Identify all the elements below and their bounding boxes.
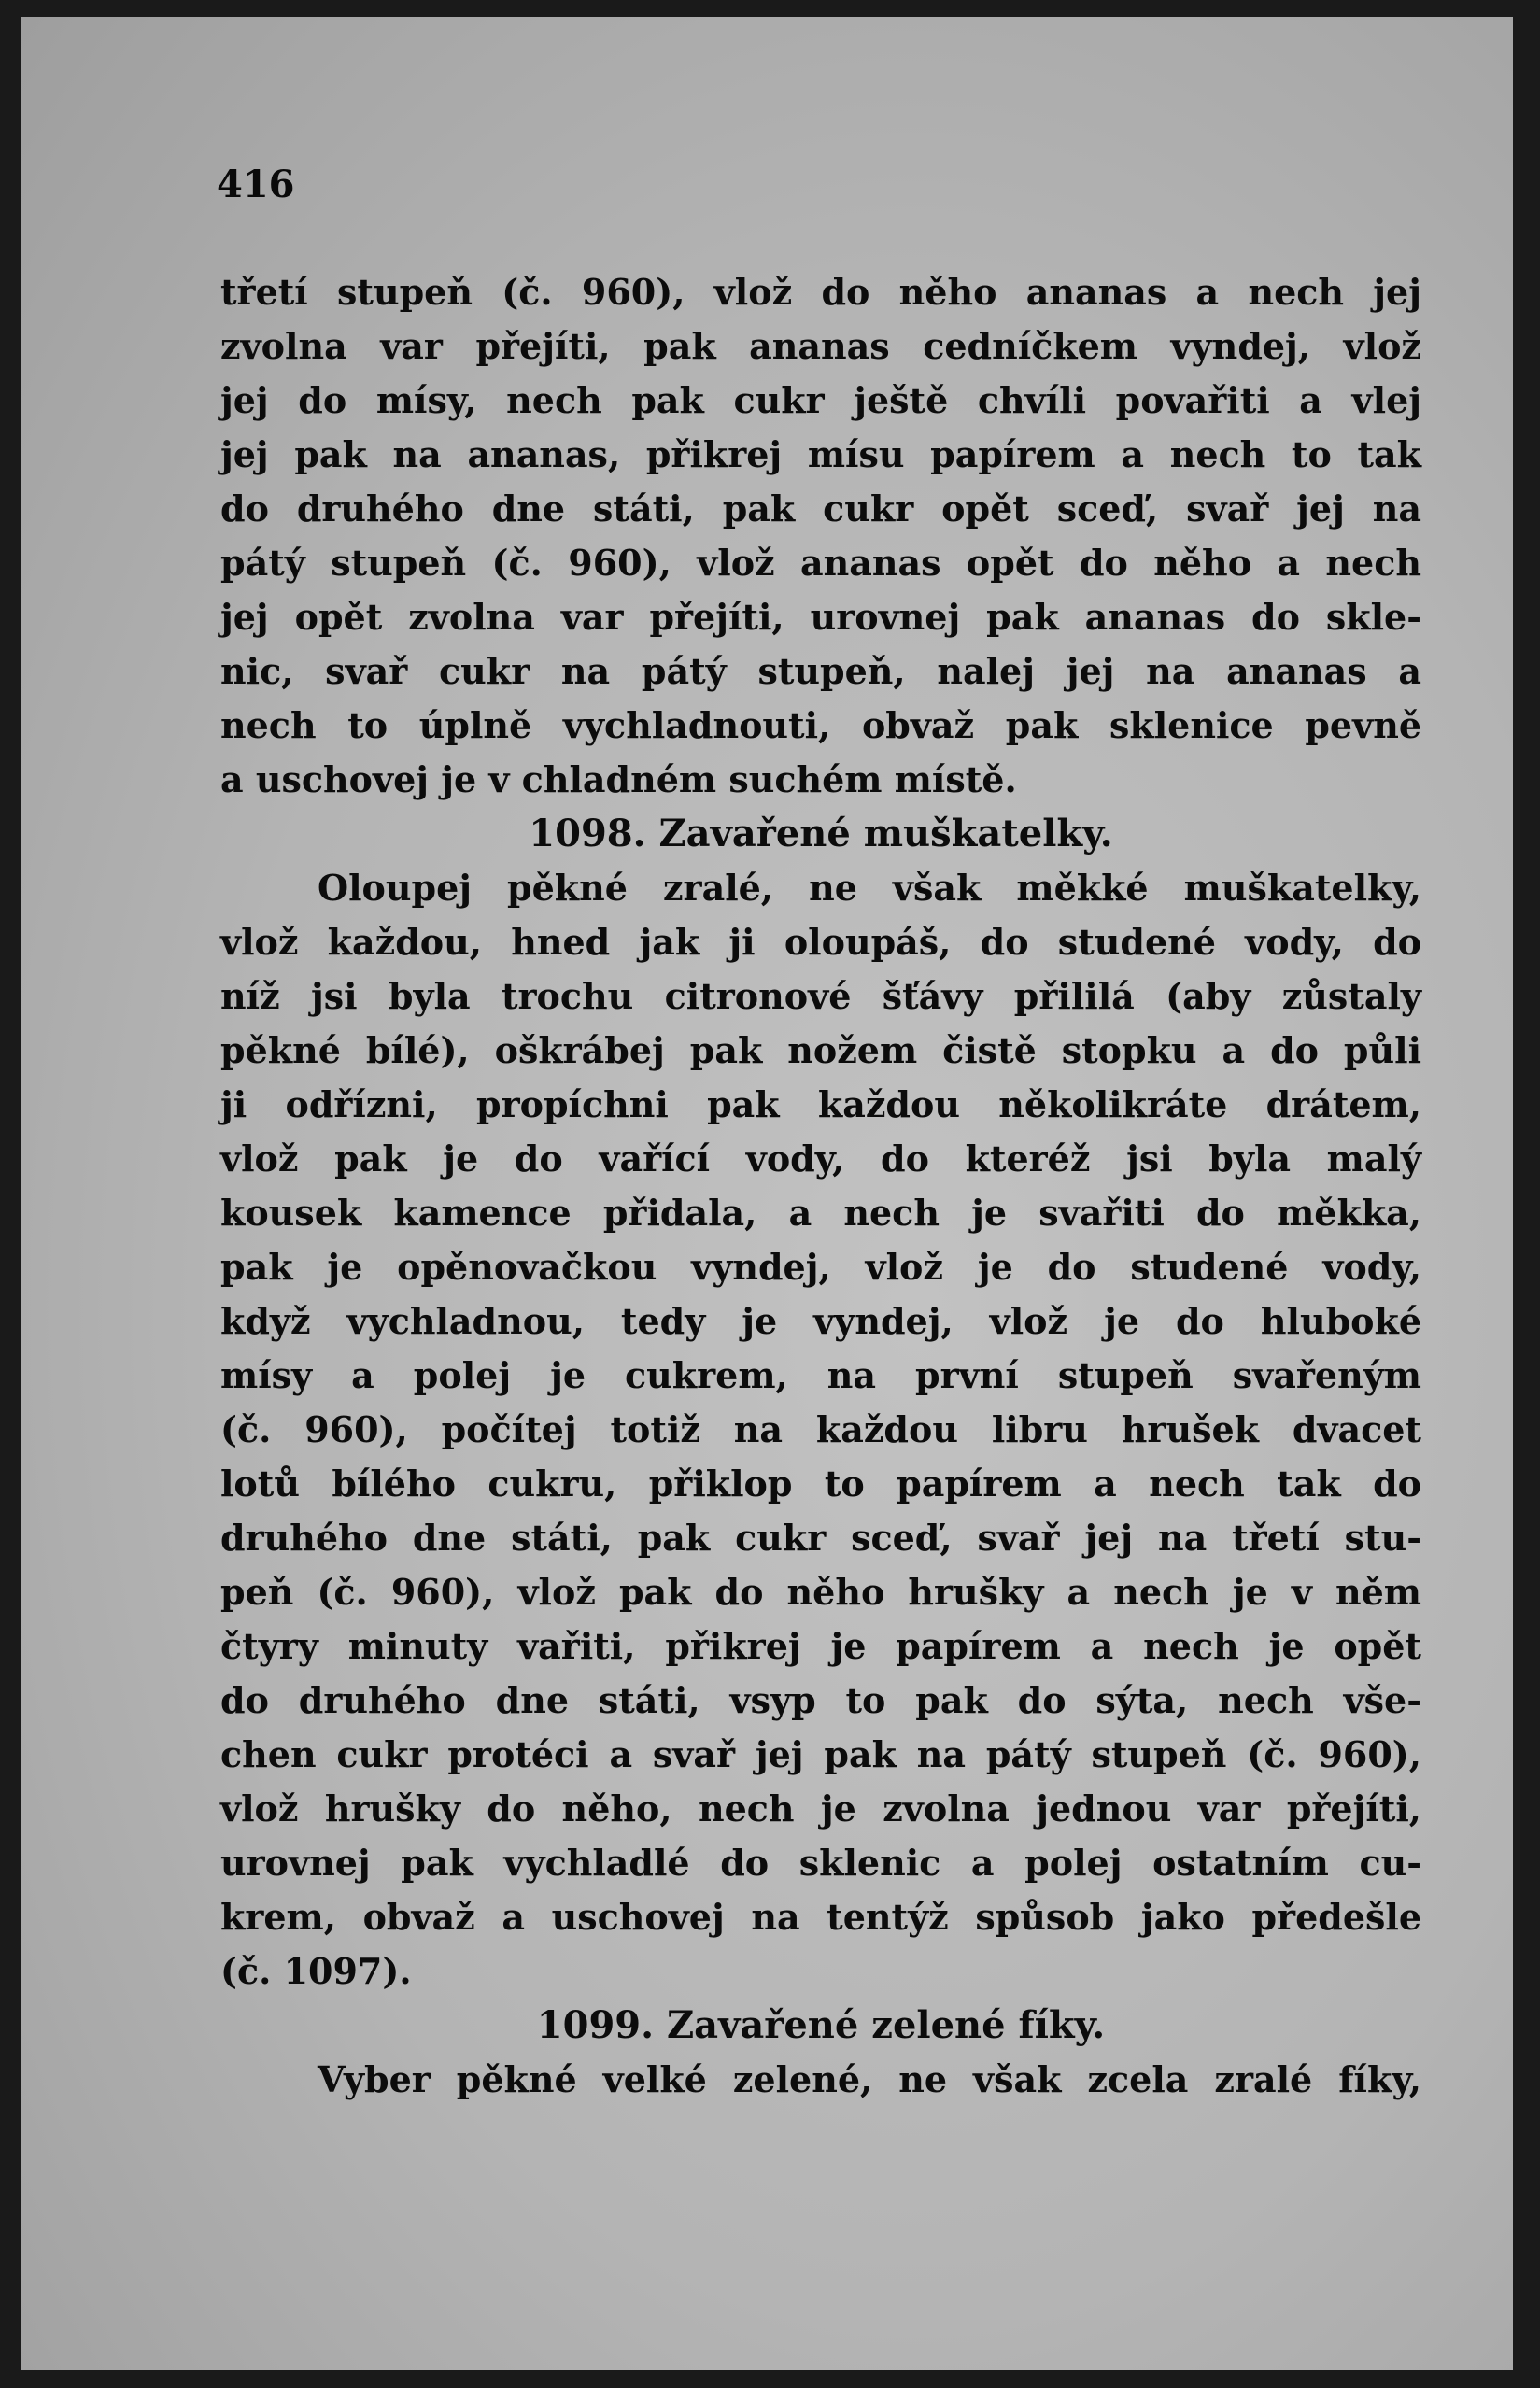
text-line: peň (č. 960), vlož pak do něho hrušky a nech je v něm bbox=[220, 1571, 1421, 1613]
text-line: a uschovej je v chladném suchém místě. bbox=[220, 758, 1017, 800]
recipe-heading-1099: 1099. Zavařené zelené fíky. bbox=[536, 2003, 1106, 2047]
text-line: třetí stupeň (č. 960), vlož do něho ananas a nech jej bbox=[220, 271, 1421, 313]
text-line: nech to úplně vychladnouti, obvaž pak sklenice pevně bbox=[220, 704, 1421, 746]
paragraph-ananas-continued bbox=[220, 265, 1421, 807]
text-line: vlož hrušky do něho, nech je zvolna jednou var přejíti, bbox=[220, 1787, 1421, 1830]
text-line: níž jsi byla trochu citronové šťávy přililá (aby zůstaly bbox=[220, 975, 1421, 1017]
text-line: jej pak na ananas, přikrej mísu papírem a nech to tak bbox=[220, 433, 1421, 475]
text-line: čtyry minuty vařiti, přikrej je papírem a nech je opět bbox=[220, 1625, 1421, 1667]
text-line: zvolna var přejíti, pak ananas cedníčkem vyndej, vlož bbox=[220, 325, 1421, 367]
text-line: do druhého dne státi, vsyp to pak do sýta, nech vše- bbox=[220, 1679, 1421, 1721]
text-line: jej do mísy, nech pak cukr ještě chvíli povařiti a vlej bbox=[220, 379, 1421, 421]
text-line: (č. 960), počítej totiž na každou libru hrušek dvacet bbox=[220, 1408, 1421, 1450]
text-line: nic, svař cukr na pátý stupeň, nalej jej na ananas a bbox=[220, 650, 1421, 692]
text-line: pěkné bílé), oškrábej pak nožem čistě stopku a do půli bbox=[220, 1029, 1421, 1071]
text-line: jej opět zvolna var přejíti, urovnej pak ananas do skle- bbox=[220, 596, 1421, 638]
text-line: kousek kamence přidala, a nech je svařiti do měkka, bbox=[220, 1192, 1421, 1234]
text-line: (č. 1097). bbox=[220, 1950, 412, 1992]
text-line: mísy a polej je cukrem, na první stupeň svařeným bbox=[220, 1354, 1421, 1396]
text-line: vlož pak je do vařící vody, do kteréž jsi byla malý bbox=[220, 1137, 1421, 1180]
text-line: ji odřízni, propíchni pak každou několikráte drátem, bbox=[220, 1083, 1421, 1125]
text-line: vlož každou, hned jak ji oloupáš, do studené vody, do bbox=[220, 921, 1421, 963]
text-line: krem, obvaž a uschovej na tentýž spůsob jako předešle bbox=[220, 1896, 1421, 1938]
page-text bbox=[220, 265, 1421, 2107]
recipe-heading-1098: 1098. Zavařené muškatelky. bbox=[529, 812, 1113, 855]
text-line: pak je opěnovačkou vyndej, vlož je do studené vody, bbox=[220, 1246, 1421, 1288]
text-line: Oloupej pěkné zralé, ne však měkké muškatelky, bbox=[318, 867, 1421, 909]
text-line: do druhého dne státi, pak cukr opět sceď, svař jej na bbox=[220, 487, 1421, 530]
page-number: 416 bbox=[217, 162, 295, 206]
paragraph-muskatelky bbox=[220, 861, 1421, 1999]
book-page bbox=[21, 17, 1513, 2370]
paragraph-fiky bbox=[220, 2053, 1421, 2107]
text-line: když vychladnou, tedy je vyndej, vlož je do hluboké bbox=[220, 1300, 1421, 1342]
text-line: druhého dne státi, pak cukr sceď, svař jej na třetí stu- bbox=[220, 1517, 1421, 1559]
text-line: chen cukr protéci a svař jej pak na pátý stupeň (č. 960), bbox=[220, 1733, 1421, 1775]
text-line: Vyber pěkné velké zelené, ne však zcela zralé fíky, bbox=[318, 2058, 1421, 2100]
text-line: pátý stupeň (č. 960), vlož ananas opět do něho a nech bbox=[220, 542, 1421, 584]
text-line: lotů bílého cukru, přiklop to papírem a nech tak do bbox=[220, 1462, 1421, 1505]
text-line: urovnej pak vychladlé do sklenic a polej ostatním cu- bbox=[220, 1842, 1421, 1884]
